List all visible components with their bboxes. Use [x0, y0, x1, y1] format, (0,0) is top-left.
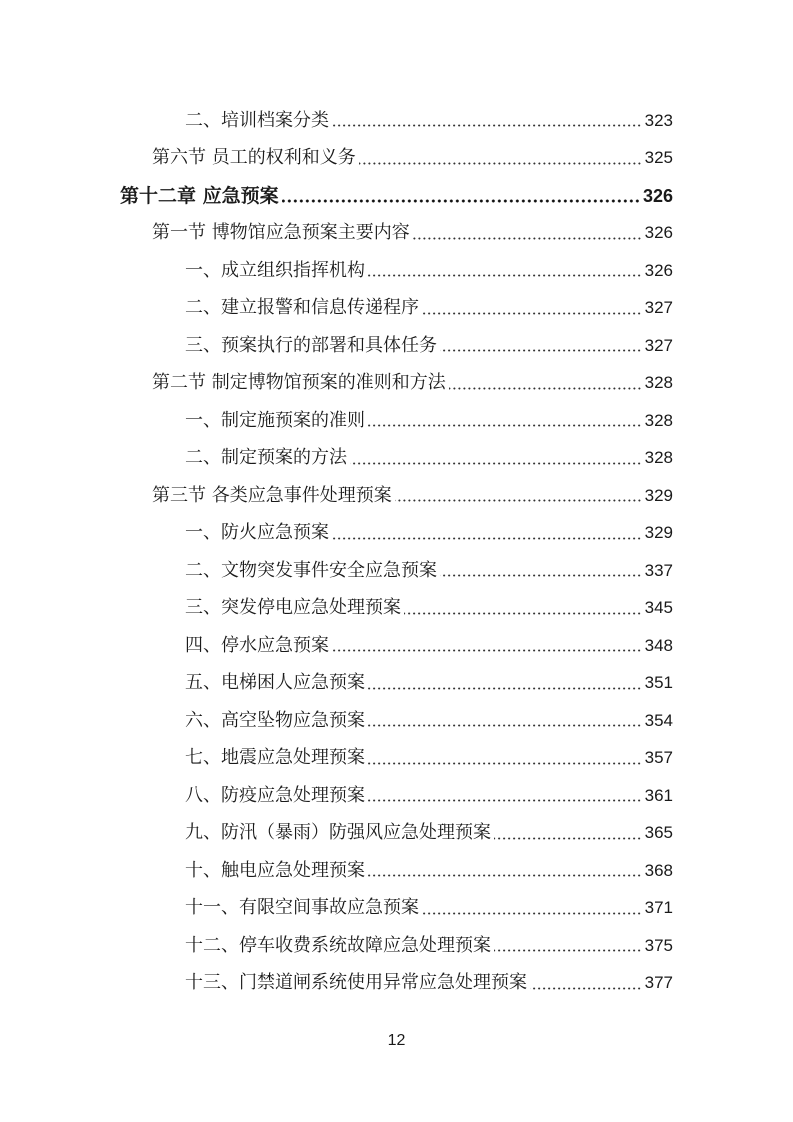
dot-leader [440, 349, 642, 352]
toc-entry-title: 六、高空坠物应急预案 [185, 709, 365, 731]
toc-entry-page-number: 337 [644, 560, 673, 580]
toc-entry-page-number: 328 [644, 448, 673, 468]
toc-entry-title: 一、成立组织指挥机构 [185, 259, 365, 281]
dot-leader [440, 574, 642, 577]
toc-entry-title: 十二、停车收费系统故障应急处理预案 [185, 934, 491, 956]
toc-entry-title: 十、触电应急处理预案 [185, 859, 365, 881]
toc-entry-title: 二、培训档案分类 [185, 109, 329, 131]
toc-entry-item[interactable] [0, 852, 793, 890]
toc-entry-title: 二、制定预案的方法 [185, 447, 347, 469]
toc-entry-item[interactable] [0, 290, 793, 328]
toc-entry-page-number: 354 [644, 710, 673, 730]
toc-entry-item[interactable] [0, 102, 793, 140]
toc-entry-page-number: 327 [644, 298, 673, 318]
dot-leader [332, 649, 642, 652]
toc-entry-title: 第六节 员工的权利和义务 [152, 147, 356, 169]
toc-entry-page-number: 375 [644, 935, 673, 955]
toc-entry-title: 一、制定施预案的准则 [185, 409, 365, 431]
toc-entry-item[interactable] [0, 777, 793, 815]
toc-entry-title: 五、电梯困人应急预案 [185, 672, 365, 694]
toc-entry-page-number: 357 [644, 748, 673, 768]
toc-entry-page-number: 326 [642, 185, 673, 206]
dot-leader [368, 424, 642, 427]
toc-entry-page-number: 323 [644, 110, 673, 130]
dot-leader [368, 687, 642, 690]
toc-entry-page-number: 325 [644, 148, 673, 168]
toc-entry-item[interactable] [0, 627, 793, 665]
dot-leader [395, 499, 642, 502]
dot-leader [332, 124, 642, 127]
toc-entry-item[interactable] [0, 515, 793, 553]
dot-leader [449, 387, 642, 390]
dot-leader [530, 987, 642, 990]
toc-entry-item[interactable] [0, 590, 793, 628]
toc-entry-page-number: 328 [644, 373, 673, 393]
page-number: 12 [387, 1032, 406, 1049]
dot-leader [368, 762, 642, 765]
toc-entry-item[interactable] [0, 890, 793, 928]
toc-entry-title: 八、防疫应急处理预案 [185, 784, 365, 806]
toc-entry-page-number: 371 [644, 898, 673, 918]
toc-entry-title: 第十二章 应急预案 [120, 184, 279, 207]
toc-entry-item[interactable] [0, 665, 793, 703]
toc-entry-section[interactable] [0, 215, 793, 253]
toc-entry-title: 二、文物突发事件安全应急预案 [185, 559, 437, 581]
toc-entry-page-number: 377 [644, 973, 673, 993]
dot-leader [422, 912, 642, 915]
toc-entry-page-number: 326 [644, 260, 673, 280]
dot-leader [332, 537, 642, 540]
toc-entry-item[interactable] [0, 252, 793, 290]
toc-entry-title: 四、停水应急预案 [185, 634, 329, 656]
dot-leader [359, 162, 642, 165]
toc-entry-title: 十一、有限空间事故应急预案 [185, 897, 419, 919]
dot-leader [413, 237, 642, 240]
dot-leader [282, 199, 640, 203]
toc-entry-item[interactable] [0, 927, 793, 965]
toc-entry-page-number: 328 [644, 410, 673, 430]
toc-entry-title: 一、防火应急预案 [185, 522, 329, 544]
toc-entry-section[interactable] [0, 477, 793, 515]
toc-entry-title: 第一节 博物馆应急预案主要内容 [152, 222, 410, 244]
dot-leader [494, 837, 642, 840]
toc-entry-page-number: 327 [644, 335, 673, 355]
toc-entry-item[interactable] [0, 702, 793, 740]
dot-leader [350, 462, 642, 465]
toc-entry-item[interactable] [0, 740, 793, 778]
dot-leader [368, 724, 642, 727]
toc-entry-title: 三、预案执行的部署和具体任务 [185, 334, 437, 356]
dot-leader [494, 949, 642, 952]
toc-entry-item[interactable] [0, 552, 793, 590]
toc-entry-section[interactable] [0, 365, 793, 403]
dot-leader [404, 612, 642, 615]
toc-entry-title: 九、防汛（暴雨）防强风应急处理预案 [185, 822, 491, 844]
toc-entry-item[interactable] [0, 440, 793, 478]
toc-entry-page-number: 361 [644, 785, 673, 805]
dot-leader [422, 312, 642, 315]
toc-entry-page-number: 365 [644, 823, 673, 843]
toc-entry-page-number: 326 [644, 223, 673, 243]
toc-entry-item[interactable] [0, 402, 793, 440]
toc-entry-title: 第三节 各类应急事件处理预案 [152, 484, 392, 506]
toc-entry-item[interactable] [0, 327, 793, 365]
toc-entry-page-number: 348 [644, 635, 673, 655]
toc-entry-title: 三、突发停电应急处理预案 [185, 597, 401, 619]
dot-leader [368, 799, 642, 802]
toc-entry-page-number: 368 [644, 860, 673, 880]
toc-entry-item[interactable] [0, 965, 793, 1003]
table-of-contents [0, 102, 793, 1002]
toc-entry-title: 第二节 制定博物馆预案的准则和方法 [152, 372, 446, 394]
dot-leader [368, 274, 642, 277]
toc-entry-page-number: 351 [644, 673, 673, 693]
toc-entry-page-number: 329 [644, 485, 673, 505]
toc-entry-page-number: 329 [644, 523, 673, 543]
toc-entry-chapter[interactable] [0, 177, 793, 215]
toc-entry-section[interactable] [0, 140, 793, 178]
dot-leader [368, 874, 642, 877]
toc-entry-title: 七、地震应急处理预案 [185, 747, 365, 769]
toc-entry-title: 二、建立报警和信息传递程序 [185, 297, 419, 319]
toc-entry-item[interactable] [0, 815, 793, 853]
toc-entry-page-number: 345 [644, 598, 673, 618]
toc-entry-title: 十三、门禁道闸系统使用异常应急处理预案 [185, 972, 527, 994]
